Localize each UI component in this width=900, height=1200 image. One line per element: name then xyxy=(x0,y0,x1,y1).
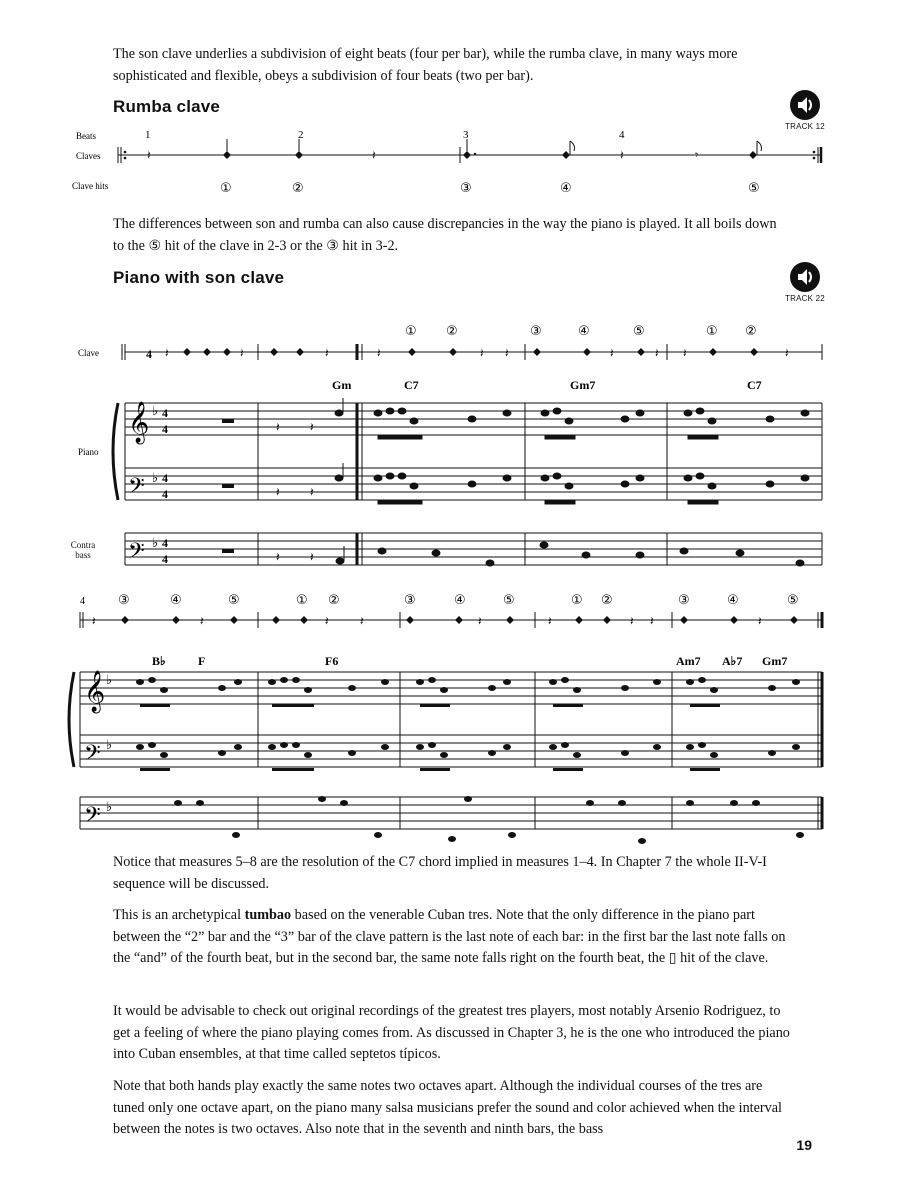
svg-text:𝄽: 𝄽 xyxy=(325,346,329,360)
track-12-label: TRACK 12 xyxy=(785,122,825,131)
svg-text:𝄽: 𝄽 xyxy=(610,346,614,360)
hit: ④ xyxy=(727,593,739,608)
hit: ⑤ xyxy=(787,593,799,608)
paragraph-measures: Notice that measures 5–8 are the resolution of the C7 chord implied in measures 1–4. In Chapter 7 the whole II-V-I sequence will be discussed. xyxy=(113,854,767,892)
svg-text:𝄢: 𝄢 xyxy=(128,539,145,569)
svg-text:𝄽: 𝄽 xyxy=(310,420,314,434)
svg-text:𝄽: 𝄽 xyxy=(758,614,762,628)
chord: Gm7 xyxy=(570,378,596,392)
hit: ④ xyxy=(454,593,466,608)
svg-text:4: 4 xyxy=(162,422,168,436)
svg-text:𝄽: 𝄽 xyxy=(240,346,244,360)
speaker-icon xyxy=(790,262,820,292)
svg-text:4: 4 xyxy=(162,552,168,566)
chord: F6 xyxy=(325,654,339,668)
svg-text:4: 4 xyxy=(162,487,168,501)
hit: ⑤ xyxy=(633,324,645,339)
svg-text:𝄽: 𝄽 xyxy=(548,614,552,628)
beat-4: 4 xyxy=(619,129,625,141)
chord: F xyxy=(198,654,206,668)
svg-text:𝄽: 𝄽 xyxy=(276,420,280,434)
clave-hits-label: Clave hits xyxy=(72,181,109,191)
hit: ② xyxy=(328,593,340,608)
svg-text:4: 4 xyxy=(162,471,168,485)
svg-text:4: 4 xyxy=(162,536,168,550)
svg-text:𝄽: 𝄽 xyxy=(360,614,364,628)
svg-text:4: 4 xyxy=(146,347,152,361)
tumbao-text-end: based on the venerable Cuban tres. Note that the only difference in the piano part between the “2” bar and the “3” bar of the clave pattern is the last note of each bar: in the first bar the last note falls on the “and” of the fourth beat, but in the second bar, the same note falls right on the fourth beat, the ▯ hit of the clave. xyxy=(113,907,786,966)
svg-text:𝄞: 𝄞 xyxy=(128,402,150,443)
hit: ② xyxy=(745,324,757,339)
svg-text:𝄽: 𝄽 xyxy=(310,550,314,564)
svg-text:𝄽: 𝄽 xyxy=(92,614,96,628)
chord: Gm7 xyxy=(762,654,788,668)
svg-text:♭: ♭ xyxy=(106,738,113,753)
svg-text:𝄞: 𝄞 xyxy=(84,671,106,712)
svg-text:𝄢: 𝄢 xyxy=(128,474,145,504)
chord: Gm xyxy=(332,378,352,392)
hit: ④ xyxy=(578,324,590,339)
chord: Am7 xyxy=(676,654,701,668)
svg-text:♭: ♭ xyxy=(152,536,159,551)
chord: A♭7 xyxy=(722,654,743,668)
speaker-icon xyxy=(790,90,820,120)
hit: ① xyxy=(405,324,417,339)
rumba-hit-5: ⑤ xyxy=(748,181,760,196)
rumba-hit-2: ② xyxy=(292,181,304,196)
hit: ② xyxy=(601,593,613,608)
contrabass-staff-label: Contra bass xyxy=(70,540,96,560)
svg-text:𝄽: 𝄽 xyxy=(276,550,280,564)
rumba-clave-heading: Rumba clave xyxy=(113,97,221,116)
svg-text:♭: ♭ xyxy=(106,800,113,815)
page-number: 19 xyxy=(796,1137,812,1153)
svg-text:𝄽: 𝄽 xyxy=(785,346,789,360)
svg-text:𝄽: 𝄽 xyxy=(683,346,687,360)
svg-text:𝄢: 𝄢 xyxy=(84,741,101,771)
svg-text:♭: ♭ xyxy=(106,673,113,688)
differences-paragraph: The differences between son and rumba can also cause discrepancies in the way the piano is played. It all boils down to the ⑤ hit of the clave in 2-3 or the ③ hit in 3-2. xyxy=(113,216,777,254)
hit: ① xyxy=(296,593,308,608)
beat-1: 1 xyxy=(145,129,151,141)
rumba-hit-3: ③ xyxy=(460,181,472,196)
hit: ⑤ xyxy=(228,593,240,608)
piano-staff-label: Piano xyxy=(78,447,99,457)
svg-text:𝄾: 𝄾 xyxy=(695,148,699,162)
tumbao-text-start: This is an archetypical xyxy=(113,907,245,923)
svg-text:♭: ♭ xyxy=(152,404,159,419)
hit: ③ xyxy=(118,593,130,608)
paragraph-recordings: It would be advisable to check out original recordings of the greatest tres players, most notably Arsenio Rodriguez, to get a feeling of where the piano playing comes from. As discussed in Chapter 3, he is the one who introduced the piano into Cuban ensembles, at that time called septetos típicos. xyxy=(113,1003,790,1062)
svg-text:𝄽: 𝄽 xyxy=(372,148,376,162)
svg-text:𝄽: 𝄽 xyxy=(655,346,659,360)
chord: B♭ xyxy=(152,654,166,668)
rumba-hit-1: ① xyxy=(220,181,232,196)
paragraph-octaves: Note that both hands play exactly the same notes two octaves apart. Although the individual courses of the tres are tuned only one octave apart, on the piano many salsa musicians prefer the sound and color achieved when the interval between the notes is two octaves. Also note that in the seventh and ninth bars, the bass xyxy=(113,1078,782,1137)
beat-3: 3 xyxy=(463,129,469,141)
svg-text:𝄽: 𝄽 xyxy=(620,148,624,162)
svg-text:𝄽: 𝄽 xyxy=(478,614,482,628)
paragraph-tumbao xyxy=(113,905,790,970)
svg-text:𝄽: 𝄽 xyxy=(630,614,634,628)
claves-label: Claves xyxy=(76,151,101,161)
hit: ⑤ xyxy=(503,593,515,608)
measure-number: 4 xyxy=(80,596,85,607)
svg-text:𝄽: 𝄽 xyxy=(147,148,151,162)
hit: ④ xyxy=(170,593,182,608)
hit: ② xyxy=(446,324,458,339)
svg-text:𝄽: 𝄽 xyxy=(480,346,484,360)
svg-text:𝄽: 𝄽 xyxy=(505,346,509,360)
clave-staff-label: Clave xyxy=(78,348,99,358)
track-22-label: TRACK 22 xyxy=(785,294,825,303)
beat-2: 2 xyxy=(298,129,304,141)
svg-text:4: 4 xyxy=(162,406,168,420)
piano-son-clave-heading: Piano with son clave xyxy=(113,268,285,287)
svg-text:𝄽: 𝄽 xyxy=(165,346,169,360)
svg-text:𝄽: 𝄽 xyxy=(276,485,280,499)
beats-label: Beats xyxy=(76,131,96,141)
hit: ① xyxy=(706,324,718,339)
hit: ③ xyxy=(678,593,690,608)
hit: ③ xyxy=(530,324,542,339)
svg-text:𝄢: 𝄢 xyxy=(84,803,101,833)
svg-text:♭: ♭ xyxy=(152,471,159,486)
rumba-clave-notation xyxy=(0,125,900,205)
hit: ① xyxy=(571,593,583,608)
svg-text:𝄽: 𝄽 xyxy=(325,614,329,628)
hit: ③ xyxy=(404,593,416,608)
chord: C7 xyxy=(747,378,762,392)
piano-system-1 xyxy=(0,318,900,578)
svg-text:𝄽: 𝄽 xyxy=(310,485,314,499)
track-22-badge[interactable] xyxy=(780,262,830,303)
svg-text:𝄽: 𝄽 xyxy=(650,614,654,628)
intro-paragraph: The son clave underlies a subdivision of eight beats (four per bar), while the rumba clave, in many ways more sophisticated and flexible, obeys a subdivision of four beats (two per bar). xyxy=(113,46,738,84)
chord: C7 xyxy=(404,378,419,392)
svg-text:𝄽: 𝄽 xyxy=(200,614,204,628)
svg-text:𝄽: 𝄽 xyxy=(377,346,381,360)
tumbao-term: tumbao xyxy=(244,907,292,923)
rumba-hit-4: ④ xyxy=(560,181,572,196)
piano-system-2 xyxy=(0,590,900,840)
